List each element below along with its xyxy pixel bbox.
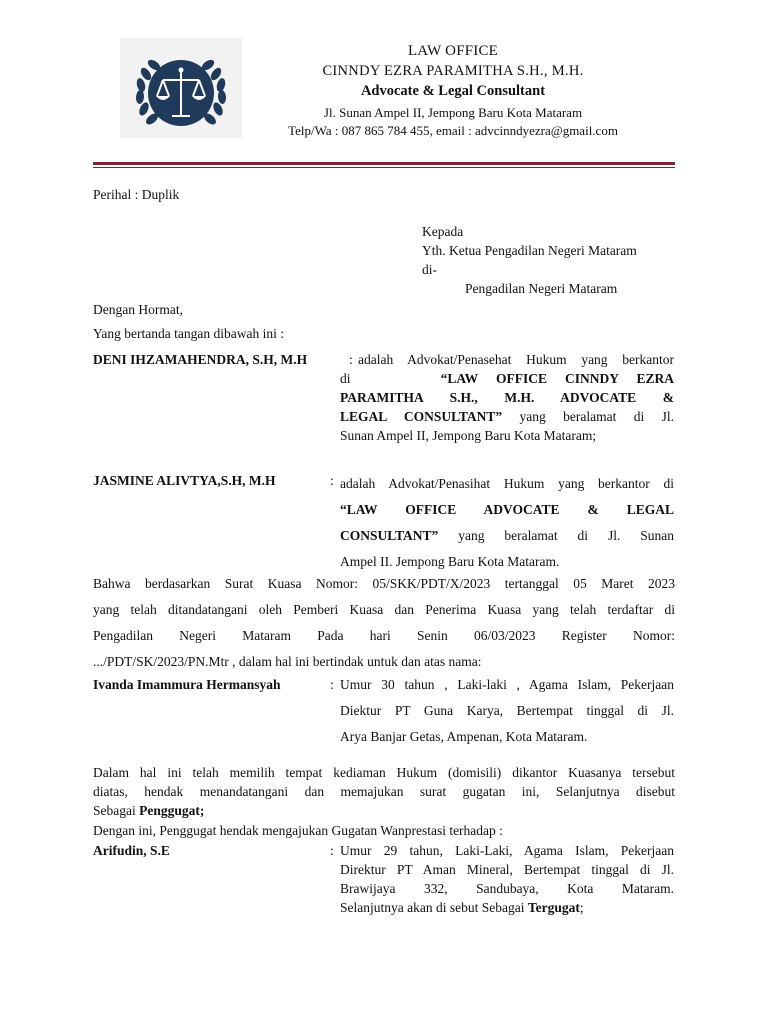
poa-line-3: Pengadilan Negeri Mataram Pada hari Senin 06/03/2023 Register Nomor: — [93, 628, 675, 643]
subject-line: Perihal : Duplik — [93, 187, 180, 202]
claim-intro: Dengan ini, Penggugat hendak mengajukan Gugatan Wanprestasi terhadap : — [93, 823, 503, 838]
domicile-paragraph — [93, 763, 675, 820]
defendant-details — [340, 841, 674, 917]
recipient-line-2: Yth. Ketua Pengadilan Negeri Mataram — [422, 243, 637, 258]
plaintiff-line-2: Diektur PT Guna Karya, Bertempat tinggal di Jl. — [340, 703, 674, 718]
advocate-1-line-1: adalah Advokat/Penasehat Hukum yang berkantor — [358, 352, 674, 367]
greeting: Dengan Hormat, — [93, 302, 183, 317]
advocate-2-colon: : — [330, 473, 334, 488]
defendant-line-4: Selanjutnya akan di sebut Sebagai Tergugat; — [340, 900, 584, 915]
defendant-line-3: Brawijaya 332, Sandubaya, Kota Mataram. — [340, 881, 674, 896]
advocate-2-name: JASMINE ALIVTYA,S.H, M.H — [93, 473, 276, 488]
recipient-line-4: Pengadilan Negeri Mataram — [465, 281, 618, 296]
advocate-1-line-2: di “LAW OFFICE CINNDY EZRA — [340, 371, 675, 386]
scales-of-justice-icon — [120, 38, 242, 138]
power-of-attorney-paragraph — [93, 571, 675, 675]
advocate-1-line-5: Sunan Ampel II, Jempong Baru Kota Mataram; — [340, 428, 597, 443]
letterhead-divider — [93, 162, 675, 165]
plaintiff-line-1: Umur 30 tahun , Laki-laki , Agama Islam, Pekerjaan — [340, 677, 674, 692]
defendant-name: Arifudin, S.E — [93, 843, 170, 858]
intro-line: Yang bertanda tangan dibawah ini : — [93, 326, 284, 341]
advocate-2-details — [340, 471, 674, 575]
defendant-colon: : — [330, 843, 334, 858]
recipient-line-3: di- — [422, 262, 437, 277]
poa-line-4: .../PDT/SK/2023/PN.Mtr , dalam hal ini bertindak untuk dan atas nama: — [93, 654, 482, 669]
defendant-line-2: Direktur PT Aman Mineral, Bertempat tinggal di Jl. — [340, 862, 674, 877]
defendant-line-1: Umur 29 tahun, Laki-Laki, Agama Islam, Pekerjaan — [340, 843, 674, 858]
office-tagline: Advocate & Legal Consultant — [360, 83, 546, 99]
office-name: CINNDY EZRA PARAMITHA S.H., M.H. — [322, 63, 584, 79]
advocate-2-line-2: “LAW OFFICE ADVOCATE & LEGAL — [340, 502, 674, 517]
letterhead — [240, 42, 666, 140]
recipient-line-1: Kepada — [422, 224, 464, 239]
advocate-2-line-4: Ampel II. Jempong Baru Kota Mataram. — [340, 554, 560, 569]
office-address: Jl. Sunan Ampel II, Jempong Baru Kota Mataram — [323, 105, 583, 120]
advocate-1-details — [358, 350, 674, 369]
domicile-line-3: Sebagai Penggugat; — [93, 803, 205, 818]
advocate-1-line-4: LEGAL CONSULTANT” yang beralamat di Jl. — [340, 409, 675, 424]
advocate-1-colon: : — [349, 352, 353, 367]
advocate-1-details-cont — [340, 369, 674, 445]
office-contact: Telp/Wa : 087 865 784 455, email : advcinndyezra@gmail.com — [288, 123, 618, 138]
plaintiff-line-3: Arya Banjar Getas, Ampenan, Kota Mataram. — [340, 729, 588, 744]
plaintiff-name: Ivanda Imammura Hermansyah — [93, 677, 281, 692]
plaintiff-details — [340, 672, 674, 750]
advocate-2-line-1: adalah Advokat/Penasihat Hukum yang berkantor di — [340, 476, 674, 491]
advocate-1-name: DENI IHZAMAHENDRA, S.H, M.H — [93, 352, 308, 367]
advocate-2-line-3: CONSULTANT” yang beralamat di Jl. Sunan — [340, 528, 675, 543]
office-label: LAW OFFICE — [407, 43, 499, 59]
advocate-1-line-3: PARAMITHA S.H., M.H. ADVOCATE & — [340, 390, 674, 405]
plaintiff-colon: : — [330, 677, 334, 692]
domicile-line-2: diatas, hendak menandatangani dan memajukan surat gugatan ini, Selanjutnya disebut — [93, 784, 675, 799]
poa-line-2: yang telah ditandatangani oleh Pemberi Kuasa dan Penerima Kuasa yang telah terdaftar di — [93, 602, 675, 617]
letterhead-divider-thin — [93, 167, 675, 168]
poa-line-1: Bahwa berdasarkan Surat Kuasa Nomor: 05/SKK/PDT/X/2023 tertanggal 05 Maret 2023 — [93, 576, 675, 591]
domicile-line-1: Dalam hal ini telah memilih tempat kediaman Hukum (domisili) dikantor Kuasanya tersebut — [93, 765, 675, 780]
